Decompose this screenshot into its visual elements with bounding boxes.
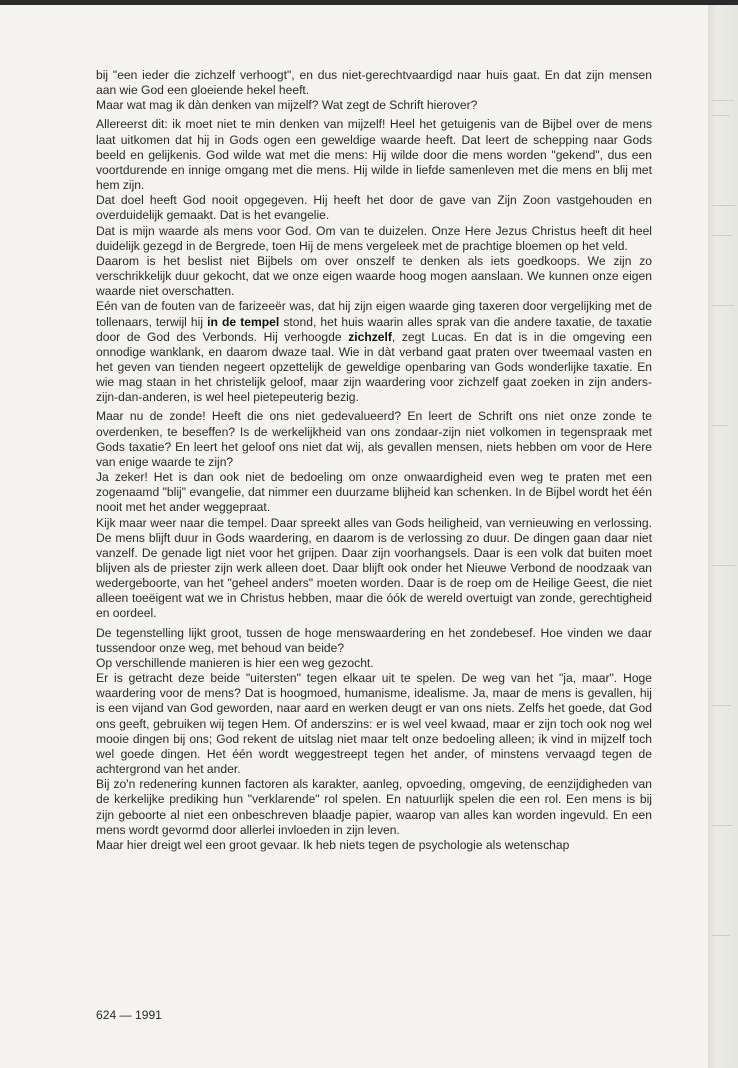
paragraph: Dat doel heeft God nooit opgegeven. Hij heeft het door de gave van Zijn Zoon vastgehouden en overduidelijk gemaakt. Dat is het evangelie. bbox=[96, 193, 652, 223]
paragraph: Maar hier dreigt wel een groot gevaar. Ik heb niets tegen de psychologie als wetenschap bbox=[96, 837, 570, 852]
bleed-line bbox=[712, 205, 736, 206]
bleed-line bbox=[712, 705, 731, 706]
bleed-line bbox=[712, 305, 734, 306]
paragraph: De tegenstelling lijkt groot, tussen de hoge menswaardering en het zondebesef. Hoe vinden we daar tussendoor onze weg, met behoud van beide? bbox=[96, 625, 652, 655]
paragraph-with-emphasis bbox=[96, 299, 652, 405]
paragraph: Daarom is het beslist niet Bijbels om over onszelf te denken als iets goedkoops. We zijn zo verschrikkelijk duur gekocht, dat we onze eigen waarde hoog mogen aanslaan. We kunnen onze eigen waarde niet overschatten. bbox=[96, 253, 652, 299]
paragraph: bij "een ieder die zichzelf verhoogt", en dus niet-gerechtvaardigd naar huis gaat. En dat zijn mensen aan wie God een gloeiende hekel heeft. bbox=[96, 68, 652, 98]
bleed-line bbox=[712, 235, 732, 236]
paragraph: Ja zeker! Het is dan ook niet de bedoeling om onze onwaardigheid even weg te praten met een zogenaamd "blij" evangelie, dat nimmer een duurzame blijheid kan schenken. In de Bijbel wordt het één nooit met het ander weggepraat. bbox=[96, 470, 652, 515]
paragraph: Maar wat mag ik dàn denken van mijzelf? Wat zegt de Schrift hierover? bbox=[96, 98, 478, 113]
body-text bbox=[96, 68, 652, 853]
emphasis-zichzelf: zichzelf bbox=[348, 329, 392, 344]
bleed-line bbox=[712, 935, 730, 936]
bleed-line bbox=[712, 565, 735, 566]
bleed-line bbox=[712, 825, 733, 826]
paragraph: Op verschillende manieren is hier een weg gezocht. bbox=[96, 655, 374, 670]
text-run: Eén van de fouten van de farizeeër was, dat hij zijn eigen waarde ging taxeren door vergelijking met de tollenaars, terwijl hij bbox=[96, 299, 652, 329]
document-page bbox=[0, 5, 708, 1068]
paragraph: Dat is mijn waarde als mens voor God. Om van te duizelen. Onze Here Jezus Christus heeft dit heel duidelijk gezegd in de Bergrede, toen Hij de mens vergeleek met de prachtige bloemen op het veld. bbox=[96, 223, 652, 253]
text-run: , zegt Lucas. En dat is in die omgeving een onnodige wanklank, en daarom dwaze taal. Wie in dàt verband gaat praten over tweemaal vasten en het geven van tienden negeert opzettelijk de geweldige openbaring van Gods wonderlijke taxatie. En wie mag staan in het christelijk geloof, maar zijn waardering voor zichzelf gaat zoeken in zijn anders-zijn-dan-anderen, is wel heel pietepeuterig bezig. bbox=[96, 329, 652, 405]
paragraph: Bij zo'n redenering kunnen factoren als karakter, aanleg, opvoeding, omgeving, de eenzijdigheden van de kerkelijke prediking hun "verklarende" rol spelen. En natuurlijk spelen die een rol. Een mens is bij zijn geboorte al niet een onbeschreven blaadje papier, waarop van alles kan worden ingevuld. En een mens wordt gevormd door allerlei invloeden in zijn leven. bbox=[96, 777, 652, 837]
bleed-line bbox=[712, 425, 728, 426]
bleed-line bbox=[712, 115, 730, 116]
bleed-line bbox=[712, 100, 734, 101]
facing-page-edge bbox=[708, 5, 738, 1068]
paragraph: Maar nu de zonde! Heeft die ons niet gedevalueerd? En leert de Schrift ons niet onze zonde te overdenken, te beseffen? Is de werkelijkheid van ons zondaar-zijn niet volkomen in tegenspraak met Gods taxatie? En leert het geloof ons niet dat wij, als gevallen mensen, niets hebben om voor de Here van enige waarde te zijn? bbox=[96, 409, 652, 469]
paragraph: Allereerst dit: ik moet niet te min denken van mijzelf! Heel het getuigenis van de Bijbel over de mens laat uitkomen dat hij in Gods ogen een geweldige waarde heeft. Dat leert de schepping naar Gods beeld en gelijkenis. God wilde wat met die mens: Hij wilde door die mens worden "gekend", dus een voortdurende en innige omgang met die mens. Hij wilde in liefde samenleven met die mens en blij met hem zijn. bbox=[96, 117, 652, 193]
emphasis-in-de-tempel: in de tempel bbox=[207, 314, 280, 329]
text-run: stond, het huis waarin alles sprak van die andere taxatie, de taxatie door de God des Verbonds. Hij verhoogde bbox=[96, 314, 652, 344]
paragraph: Er is getracht deze beide "uitersten" tegen elkaar uit te spelen. De weg van het "ja, maar". Hoge waardering voor de mens? Dat is hoogmoed, humanisme, idealisme. Ja, maar de mens is gevallen, hij is een vijand van God geworden, naar aard en werken deugt er van ons niets. Zelfs het goede, dat God ons geeft, gebruiken wij tegen Hem. Of anderszins: er is wel veel kwaad, maar er zijn toch ook nog wel mooie dingen bij ons; God rekent de uitslag niet maar telt onze bedoeling alleen; ik vind in mijzelf toch wel goede dingen. Het één wordt weggestreept tegen het ander, of minstens vervaagd tegen de achtergrond van het ander. bbox=[96, 671, 652, 777]
paragraph: Kijk maar weer naar die tempel. Daar spreekt alles van Gods heiligheid, van vernieuwing en verlossing. De mens blijft duur in Gods waardering, en daarom is de verlossing zo duur. De dingen gaan daar niet vanzelf. De genade ligt niet voor het grijpen. Daar zijn voorhangsels. Daar is een volk dat buiten moet blijven als de priester zijn werk alleen doet. Daar blijft ook onder het Nieuwe Verbond de noodzaak van wedergeboorte, van het "geheel anders" moeten worden. Daar is de roep om de Heilige Geest, die niet alleen toeëigent wat we in Christus hebben, maar die óók de wereld overtuigt van zonde, gerechtigheid en oordeel. bbox=[96, 515, 652, 621]
page-footer: 624 — 1991 bbox=[96, 1008, 162, 1022]
